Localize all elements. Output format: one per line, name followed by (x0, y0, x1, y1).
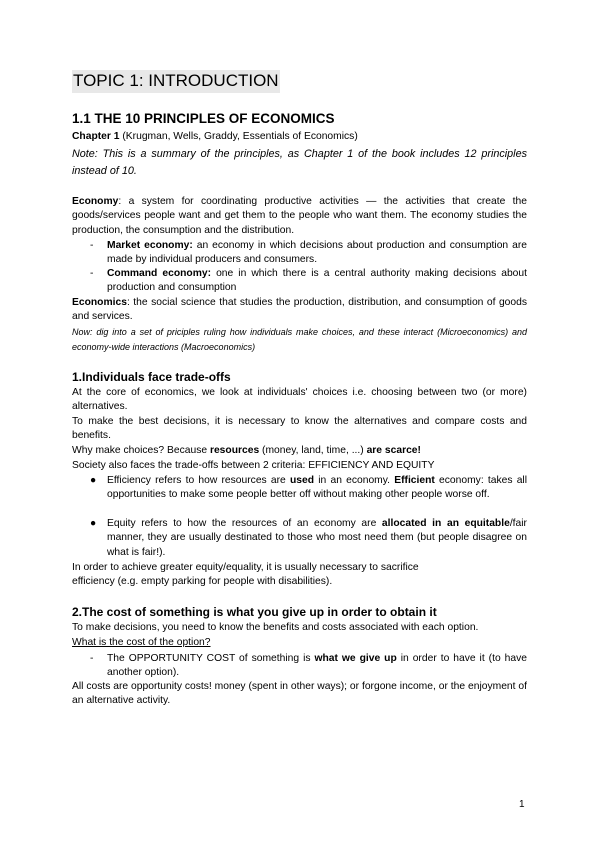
principle-1-conclusion (72, 561, 527, 590)
principle-2-question: What is the cost of the option? (72, 637, 211, 648)
list-item (90, 474, 527, 503)
dash-marker: - (90, 268, 94, 279)
text-span: Efficient (394, 475, 435, 486)
market-economy-def: an economy in which decisions about production and consumption are made by individual producers and consumers. (107, 240, 527, 266)
principle-1-heading: 1.Individuals face trade-offs (72, 370, 231, 384)
principle-1-paragraph: At the core of economics, we look at individuals' choices i.e. choosing between two (or more) alternatives. (72, 387, 527, 413)
list-item (90, 517, 527, 560)
economy-def: : a system for coordinating productive activities — the activities that create the goods/services people want and get them to the people who want them. The economy studies the production, the consumption and the distribution. (72, 196, 527, 236)
chapter-label: Chapter 1 (72, 131, 120, 142)
text-span: in order to have it (to have another option). (107, 653, 527, 679)
command-economy-term: Command economy: (107, 268, 212, 279)
text-span: economy: takes all opportunities to make some people better off without making other people worse off. (107, 475, 528, 501)
text-span: are scarce! (366, 445, 421, 456)
text-span: what we give up (314, 653, 397, 664)
text-span: The OPPORTUNITY COST of something is (107, 653, 315, 664)
now-note: Now: dig into a set of priciples ruling how individuals make choices, and these interact (Microeconomics) and economy-wide interactions (Macroeconomics) (72, 327, 527, 352)
list-item (90, 239, 527, 268)
economy-term: Economy (72, 196, 119, 207)
page-number: 1 (519, 799, 525, 810)
principle-2-paragraph: To make decisions, you need to know the benefits and costs associated with each option. (72, 622, 479, 633)
bullet-marker: ● (90, 475, 97, 486)
note-paragraph: Note: This is a summary of the principles, as Chapter 1 of the book includes 12 principles instead of 10. (72, 148, 527, 177)
text-span: (money, land, time, ...) (259, 445, 367, 456)
text-span: In order to achieve greater equity/equality, it is usually necessary to sacrifice (72, 562, 419, 573)
text-span: Efficiency refers to how resources are (107, 475, 290, 486)
text-span: in an economy. (314, 475, 395, 486)
section-title: 1.1 THE 10 PRINCIPLES OF ECONOMICS (72, 111, 335, 126)
chapter-line (72, 130, 527, 144)
text-span: efficiency (e.g. empty parking for people with disabilities). (72, 576, 333, 588)
principle-1-tradeoffs: Society also faces the trade-offs between 2 criteria: EFFICIENCY AND EQUITY (72, 460, 435, 471)
list-item (90, 267, 527, 296)
principle-2-paragraph: All costs are opportunity costs! money (spent in other ways); or forgone income, or the enjoyment of an alternative activity. (72, 681, 527, 707)
command-economy-def: one in which there is a central authority making decisions about production and consumption (107, 268, 527, 294)
text-span: Equity refers to how the resources of an economy are (107, 518, 382, 529)
economics-def: : the social science that studies the production, distribution, and consumption of goods and services. (72, 297, 527, 323)
economics-term: Economics (72, 297, 127, 308)
economy-definition (72, 195, 527, 238)
text-span: allocated in an equitable (381, 518, 510, 529)
market-economy-term: Market economy: (107, 240, 193, 251)
economics-definition (72, 296, 527, 325)
text-span: used (290, 475, 315, 486)
dash-marker: - (90, 653, 94, 664)
list-item (90, 652, 527, 681)
bullet-marker: ● (90, 518, 97, 529)
principle-1-scarcity (72, 444, 527, 458)
text-span: /fair manner, they are usually destinated to those who most need them (but people disagree on what is fair!). (107, 518, 527, 558)
dash-marker: - (90, 240, 94, 251)
text-span: resources (209, 445, 260, 456)
text-span: Why make choices? Because (72, 445, 210, 456)
principle-2-heading: 2.The cost of something is what you give up in order to obtain it (72, 605, 437, 619)
chapter-source: (Krugman, Wells, Graddy, Essentials of Economics) (119, 131, 358, 142)
topic-title: TOPIC 1: INTRODUCTION (72, 70, 280, 93)
principle-1-paragraph: To make the best decisions, it is necessary to know the alternatives and compare costs and benefits. (72, 416, 527, 442)
